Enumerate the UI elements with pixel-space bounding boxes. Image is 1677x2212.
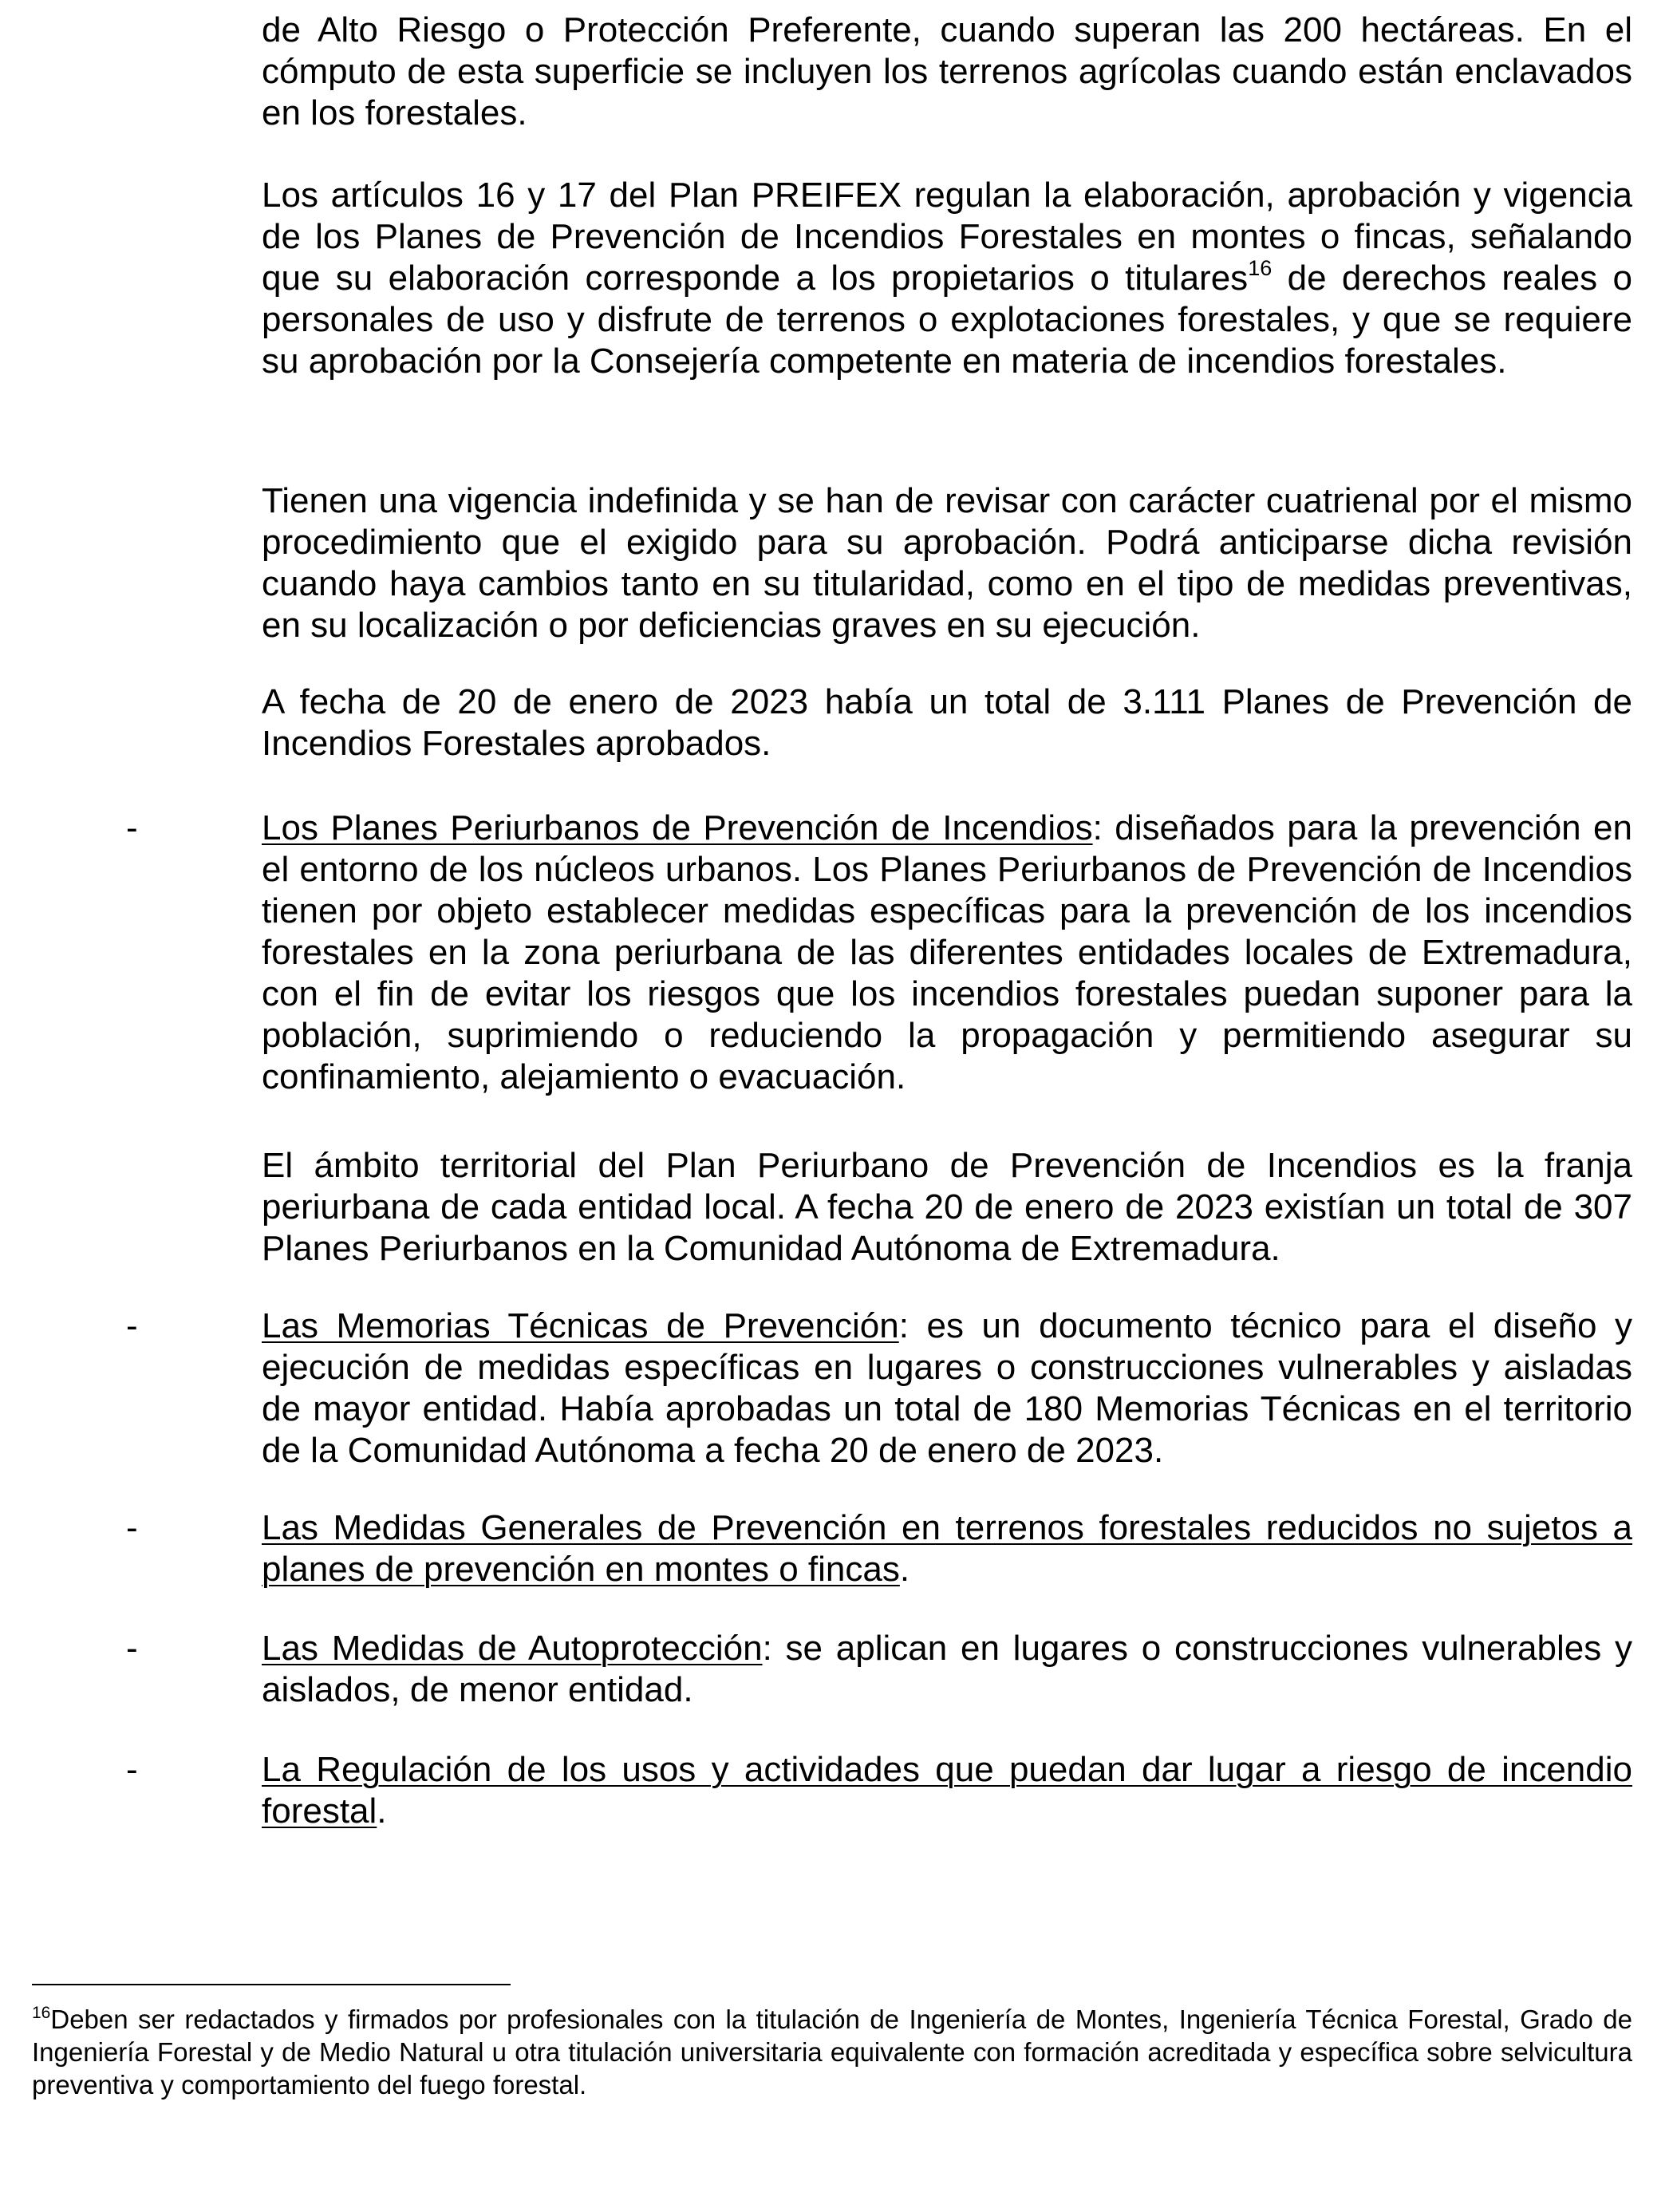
list-item-text xyxy=(262,1507,1632,1590)
list-item-title: Las Memorias Técnicas de Prevención xyxy=(262,1306,899,1345)
list-item-text xyxy=(262,808,1632,1098)
paragraph-ambito-territorial: El ámbito territorial del Plan Periurbano de Prevención de Incendios es la franja periurbana de cada entidad local. A fecha 20 de enero de 2023 existían un total de 307 Planes Periurbanos en la Comunidad Autónoma de Extremadura. xyxy=(262,1146,1632,1268)
paragraph-vigencia: Tienen una vigencia indefinida y se han de revisar con carácter cuatrienal por el mismo procedimiento que el exigido para su aprobación. Podrá anticiparse dicha revisión cuando haya cambios tanto en su titularidad, como en el tipo de medidas preventivas, en su localización o por deficiencias graves en su ejecución. xyxy=(262,481,1632,645)
list-item-text xyxy=(262,1749,1632,1832)
footnote-number: 16 xyxy=(32,2004,51,2022)
list-item-title: Las Medidas Generales de Prevención en terrenos forestales reducidos no sujetos a planes de prevención en montes o fincas xyxy=(262,1508,1632,1589)
list-item-title: La Regulación de los usos y actividades que puedan dar lugar a riesgo de incendio forestal xyxy=(262,1750,1632,1831)
list-item-description: : es un documento técnico para el diseño y ejecución de medidas específicas en lugares o construcciones vulnerables y aisladas de mayor entidad. Había aprobadas un total de 180 Memorias Técnicas en el territorio de la Comunidad Autónoma a fecha 20 de enero de 2023. xyxy=(262,1306,1633,1470)
footnote xyxy=(32,2003,1632,2101)
list-item-memorias-tecnicas xyxy=(262,1305,1632,1471)
list-item-regulacion-usos xyxy=(262,1749,1632,1832)
paragraph-text: Los artículos 16 y 17 del Plan PREIFEX regulan la elaboración, aprobación y vigencia de los Planes de Prevención de Incendios Forestales en montes o fincas, señalando que su elaboración corresponde a los propietarios o titulares xyxy=(262,176,1632,298)
list-bullet: - xyxy=(126,1508,138,1547)
footnote-text: Deben ser redactados y firmados por profesionales con la titulación de Ingeniería de Montes, Ingeniería Técnica Forestal, Grado de Ingeniería Forestal y de Medio Natural u otra titulación universitaria equivalente con formación acreditada y específica sobre selvicultura preventiva y comportamiento del fuego forestal. xyxy=(32,2005,1632,2099)
list-bullet: - xyxy=(126,1306,138,1345)
list-item-description: . xyxy=(377,1791,387,1831)
paragraph-text: de derechos reales o personales de uso y disfrute de terrenos o explotaciones forestales, y que se requiere su aprobación por la Consejería competente en materia de incendios forestales. xyxy=(262,259,1633,381)
list-item-description: : se aplican en lugares o construcciones vulnerables y aislados, de menor entidad. xyxy=(262,1629,1632,1709)
list-item-title: Los Planes Periurbanos de Prevención de Incendios xyxy=(262,808,1093,847)
list-item-description: . xyxy=(899,1550,910,1589)
list-item-medidas-autoproteccion xyxy=(262,1628,1632,1711)
list-item-medidas-generales xyxy=(262,1507,1632,1590)
list-item-text xyxy=(262,1628,1632,1711)
list-item-text xyxy=(262,1305,1632,1471)
list-item-description: : diseñados para la prevención en el entorno de los núcleos urbanos. Los Planes Periurbanos de Prevención de Incendios tienen por objeto establecer medidas específicas para la prevención de los incendios forestales en la zona periurbana de las diferentes entidades locales de Extremadura, con el fin de evitar los riesgos que los incendios forestales puedan suponer para la población, suprimiendo o reduciendo la propagación y permitiendo asegurar su confinamiento, alejamiento o evacuación. xyxy=(262,808,1632,1096)
paragraph-alto-riesgo: de Alto Riesgo o Protección Preferente, cuando superan las 200 hectáreas. En el cómputo de esta superficie se incluyen los terrenos agrícolas cuando están enclavados en los forestales. xyxy=(262,10,1632,132)
list-bullet: - xyxy=(126,808,138,847)
paragraph-articulos-16-17 xyxy=(262,175,1632,382)
list-item-title: Las Medidas de Autoprotección xyxy=(262,1629,763,1668)
list-item-planes-periurbanos xyxy=(262,808,1632,1098)
list-bullet: - xyxy=(126,1629,138,1668)
paragraph-total-planes: A fecha de 20 de enero de 2023 había un total de 3.111 Planes de Prevención de Incendios Forestales aprobados. xyxy=(262,682,1632,763)
list-bullet: - xyxy=(126,1750,138,1789)
footnote-separator xyxy=(32,1984,511,1985)
footnote-reference[interactable]: 16 xyxy=(1248,256,1273,280)
